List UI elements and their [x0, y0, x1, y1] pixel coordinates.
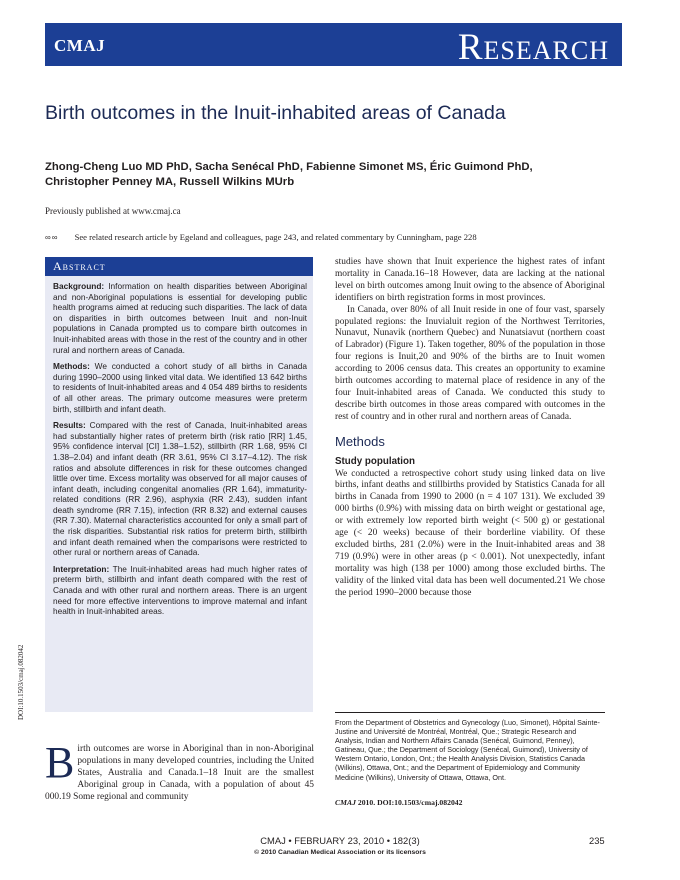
citation-line	[335, 798, 463, 807]
vertical-doi	[17, 570, 25, 720]
methods-label: Methods:	[53, 361, 90, 372]
intro-text: irth outcomes are worse in Aboriginal than in non-Aboriginal populations in many developed countries, including the United States, Australia and Canada.1–18 Inuit are the smallest Aboriginal group in Canada, with a population of about 45 000.19 Some regional and community	[45, 744, 314, 802]
body-paragraph-1: studies have shown that Inuit experience the highest rates of infant mortality in Canada.16–18 However, data are lacking at the national level on birth outcomes among Inuit owing to the absence of Aboriginal identifiers on birth registration forms in most provinces.	[335, 257, 605, 303]
results-text: Compared with the rest of Canada, Inuit-inhabited areas had substantially higher rates of preterm birth (risk ratio [RR] 1.45, 95% confidence interval [CI] 1.38–1.52), stillbirth (RR 1.68, 95% CI 1.38–2.04) and infant death (RR 3.61, 95% CI 3.17–4.12). The risk ratios and absolute differences in risk for these outcomes changed little over time. Excess mortality was observed for all major causes of infant death, including congenital anomalies (RR 1.64), immaturity-related conditions (RR 2.96), asphyxia (RR 2.43), sudden infant death syndrome (RR 7.15), infection (RR 8.32) and external causes (RR 7.30). Maternal characteristics accounted for only a small part of the risk disparities. Substantial risk ratios for preterm birth, stillbirth and infant death remained when the comparisons were restricted to other rural or northern areas of Canada.	[53, 420, 307, 558]
previously-published-note: Previously published at www.cmaj.ca	[45, 206, 181, 216]
methods-heading: Methods	[335, 433, 385, 449]
abstract-results	[53, 420, 307, 558]
right-column	[335, 257, 605, 599]
article-title: Birth outcomes in the Inuit-inhabited areas of Canada	[45, 102, 506, 124]
intro-paragraph	[45, 738, 314, 804]
author-line-1: Zhong-Cheng Luo MD PhD, Sacha Senécal PhD, Fabienne Simonet MS, Éric Guimond PhD,	[45, 161, 533, 173]
interpretation-label: Interpretation:	[53, 563, 110, 574]
link-symbol-icon: ∞∞	[45, 233, 59, 242]
author-list	[45, 160, 635, 190]
citation-journal: CMAJ	[335, 798, 356, 807]
study-population-heading: Study population	[335, 455, 415, 467]
vertical-doi-text: DOI:10.1503/cmaj.082042	[17, 644, 25, 720]
author-line-2: Christopher Penney MA, Russell Wilkins MUrb	[45, 176, 295, 188]
body-paragraph-3: We conducted a retrospective cohort study using linked data on live births, infant deaths and stillbirths provided by Statistics Canada for all births in Canada from 1990 to 2000 (n = 4 107 131). We excluded 39 000 births (0.9%) with missing data on birth weight or gestational age, or with extremely low reported birth weight (< 500 g) or gestational age (< 20 weeks) because of their borderline viability. Of these excluded births, 281 (2.0%) were in the Inuit-inhabited areas and 38 719 (0.9%) were in other areas (p < 0.001). Not unexpectedly, infant mortality was high (138 per 1000) among those excluded births. The validity of the linked vital data has been well documented.21 We chose the period 1990–2000 because those	[335, 468, 605, 598]
abstract-box	[45, 257, 313, 712]
body-paragraph-2: In Canada, over 80% of all Inuit reside in one of four vast, sparsely populated regions: the Inuvialuit region of the Northwest Territories, Nunavut, Nunavik (northern Quebec) and Nunatsiavut (northern coast of Labrador) (Figure 1). Taken together, 80% of the population in those four regions is Inuit,20 and 90% of the births are to Inuit women according to 2006 census data. This creates an opportunity to examine birth outcomes according to maternal place of residence in any of the four Inuit-inhabited areas of Canada. We conducted this study to describe birth outcomes in those areas compared with outcomes in the rest of country and in other rural and northern areas of Canada.	[335, 304, 605, 422]
abstract-methods	[53, 361, 307, 414]
page-number: 235	[589, 835, 605, 846]
background-text: Information on health disparities between Aboriginal and non-Aboriginal populations is essential for developing public health programs aimed at reducing such disparities. The lack of data on disparities in birth outcomes between Inuit and non-Inuit populations in Canada prompted us to compare birth outcomes in Inuit-inhabited areas with those in the rest of the country and in other rural and northern areas of Canada.	[53, 281, 307, 355]
abstract-body	[45, 276, 313, 617]
drop-cap: B	[45, 738, 75, 787]
abstract-interpretation	[53, 564, 307, 617]
section-label: Research	[457, 27, 609, 68]
journal-name: CMAJ	[54, 36, 106, 55]
affiliations: From the Department of Obstetrics and Gynecology (Luo, Simonet), Hôpital Sainte-Justine and Université de Montréal, Montréal, Que.; Strategic Research and Analysis, Indian and Northern Affairs Canada (Senécal, Guimond, Penney), Gatineau, Que.; the Department of Sociology (Senécal, Guimond), University of Western Ontario, London, Ont.; the Health Analysis Division, Statistics Canada (Wilkins), Ottawa, Ont.; and the Department of Epidemiology and Community Medicine (Wilkins), University of Ottawa, Ottawa, Ont.	[335, 712, 605, 782]
journal-banner	[45, 23, 622, 66]
citation-doi: 2010. DOI:10.1503/cmaj.082042	[355, 798, 463, 807]
page-footer: CMAJ • FEBRUARY 23, 2010 • 182(3)	[260, 835, 420, 846]
see-related-note	[45, 232, 477, 242]
abstract-heading: Abstract	[45, 257, 313, 276]
interpretation-text: The Inuit-inhabited areas had much higher rates of preterm birth, stillbirth and infant death compared with the rest of Canada and with other rural and northern areas. There is an urgent need for more effective interventions to improve maternal and infant health in Inuit-inhabited areas.	[53, 563, 307, 617]
background-label: Background:	[53, 281, 105, 291]
methods-text: We conducted a cohort study of all births in Canada during 1990–2000 using linked vital data. We identified 13 642 births to residents of Inuit-inhabited areas and 4 054 489 births to residents of all other areas. The primary outcome measures were preterm birth, stillbirth and infant death.	[53, 361, 307, 414]
abstract-background	[53, 281, 307, 355]
see-related-text: See related research article by Egeland and colleagues, page 243, and related commentary by Cunningham, page 228	[74, 232, 477, 242]
results-label: Results:	[53, 420, 86, 431]
copyright-notice: © 2010 Canadian Medical Association or its licensors	[254, 849, 426, 856]
